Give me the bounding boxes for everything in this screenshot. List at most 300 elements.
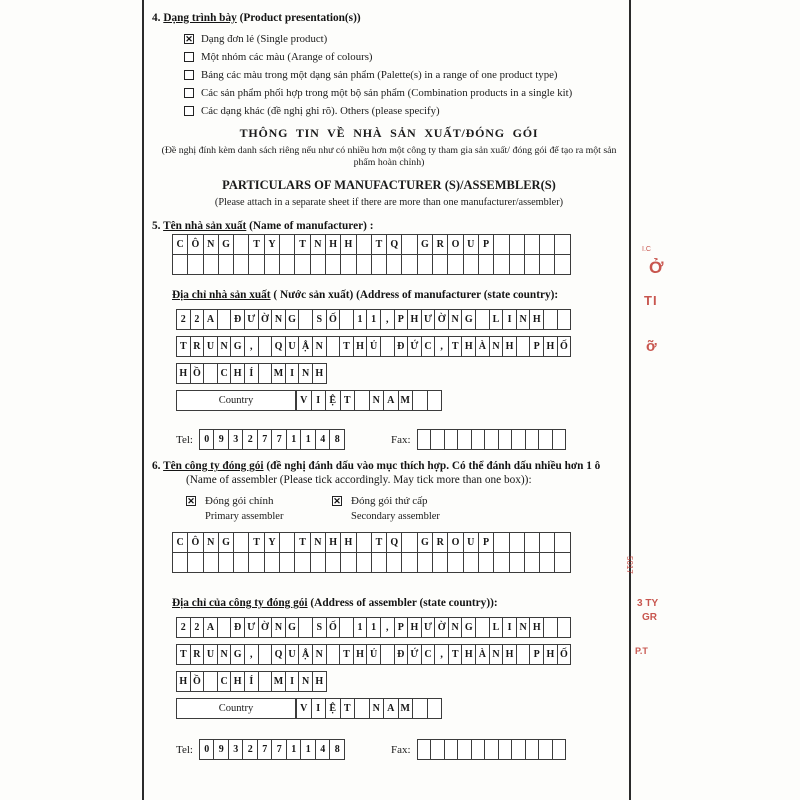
char-cell: G — [218, 532, 234, 553]
char-cell — [484, 429, 499, 450]
char-cell: G — [285, 309, 300, 330]
char-cell: N — [203, 532, 219, 553]
char-cell: I — [285, 363, 300, 384]
char-cell — [538, 429, 553, 450]
char-cell: P — [478, 532, 494, 553]
char-cell — [264, 552, 280, 573]
char-cell — [339, 617, 354, 638]
char-cell: A — [203, 617, 218, 638]
section6-note-en: (Name of assembler (Please tick accordingly. May tick more than one box)): — [186, 473, 532, 486]
char-cell — [447, 552, 463, 573]
char-cell: Ố — [557, 336, 572, 357]
char-cell: O — [447, 234, 463, 255]
section5-title: Tên nhà sản xuất — [163, 220, 247, 232]
char-cell — [478, 552, 494, 573]
char-cell: P — [394, 309, 409, 330]
manufacturer-country-row — [176, 390, 628, 411]
char-cell: I — [502, 617, 517, 638]
char-cell: Đ — [230, 309, 245, 330]
char-cell: H — [176, 671, 191, 692]
char-cell: H — [325, 234, 341, 255]
char-cell: G — [285, 617, 300, 638]
char-cell: 2 — [176, 617, 191, 638]
char-cell: 3 — [228, 739, 244, 760]
section5-number: 5. — [152, 220, 161, 232]
char-cell: H — [502, 644, 517, 665]
char-cell: N — [217, 336, 232, 357]
char-cell: H — [543, 644, 558, 665]
char-cell: H — [407, 309, 422, 330]
char-cell — [233, 254, 249, 275]
char-cell: P — [529, 336, 544, 357]
char-cell — [356, 552, 372, 573]
char-cell — [401, 532, 417, 553]
option-secondary-assembler[interactable] — [332, 495, 440, 522]
assembler-address-heading — [172, 597, 628, 609]
char-cell: G — [218, 234, 234, 255]
char-cell: L — [489, 309, 504, 330]
char-cell: 1 — [353, 617, 368, 638]
char-cell — [447, 254, 463, 275]
char-cell — [557, 617, 572, 638]
char-cell: T — [248, 532, 264, 553]
char-cell: T — [294, 532, 310, 553]
char-cell — [554, 552, 570, 573]
char-cell: U — [203, 336, 218, 357]
char-cell: Ứ — [407, 644, 422, 665]
char-cell: T — [371, 234, 387, 255]
char-cell: Ồ — [190, 671, 205, 692]
char-cell — [493, 552, 509, 573]
char-cell — [427, 390, 443, 411]
char-cell: , — [244, 336, 259, 357]
char-cell — [298, 617, 313, 638]
char-cell: 2 — [190, 309, 205, 330]
char-cell: N — [312, 336, 327, 357]
char-cell: Ờ — [434, 309, 449, 330]
char-cell: 0 — [199, 739, 215, 760]
char-cell: 1 — [286, 429, 302, 450]
char-cell: C — [172, 234, 188, 255]
char-cell: O — [447, 532, 463, 553]
char-cell: C — [217, 671, 232, 692]
assembler-name-grid[interactable] — [172, 532, 628, 573]
char-cell: H — [502, 336, 517, 357]
char-cell: A — [383, 390, 399, 411]
assembler-fax-grid[interactable] — [417, 739, 567, 760]
char-cell — [417, 739, 432, 760]
char-cell: I — [502, 309, 517, 330]
char-cell: Ờ — [434, 617, 449, 638]
char-cell: N — [369, 390, 385, 411]
char-cell — [310, 552, 326, 573]
option-combination-kit[interactable] — [184, 84, 628, 102]
char-cell: 2 — [176, 309, 191, 330]
char-cell: Ậ — [298, 644, 313, 665]
char-cell: N — [448, 617, 463, 638]
char-cell — [524, 552, 540, 573]
char-cell: T — [340, 698, 356, 719]
char-cell: Ố — [557, 644, 572, 665]
section6-number: 6. — [152, 460, 161, 472]
char-cell — [217, 309, 232, 330]
char-cell — [203, 671, 218, 692]
char-cell: H — [543, 336, 558, 357]
char-cell — [258, 336, 273, 357]
stamp-fragment: I.C — [642, 246, 651, 253]
char-cell — [218, 254, 234, 275]
char-cell — [478, 254, 494, 275]
manufacturer-fax-grid[interactable] — [417, 429, 567, 450]
option-range-of-colours[interactable] — [184, 48, 628, 66]
char-cell — [248, 254, 264, 275]
header-note-vi: (Đề nghị đính kèm danh sách riêng nếu như có nhiều hơn một công ty tham gia sản xuất/ đóng gói để tạo ra một sản phẩm hoàn chỉnh) — [161, 145, 617, 168]
char-cell: P — [478, 234, 494, 255]
char-cell: M — [271, 671, 286, 692]
char-cell — [380, 644, 395, 665]
char-cell: Ố — [326, 309, 341, 330]
char-cell — [554, 234, 570, 255]
char-cell: I — [311, 390, 327, 411]
char-cell — [326, 336, 341, 357]
char-cell: U — [463, 234, 479, 255]
char-cell — [264, 254, 280, 275]
char-cell — [258, 671, 273, 692]
char-cell: N — [312, 644, 327, 665]
char-cell — [203, 552, 219, 573]
char-cell — [217, 617, 232, 638]
char-cell: L — [489, 617, 504, 638]
manufacturer-country-grid[interactable] — [296, 390, 442, 411]
char-cell: Ồ — [190, 363, 205, 384]
char-cell — [218, 552, 234, 573]
char-cell — [371, 552, 387, 573]
char-cell — [525, 739, 540, 760]
char-cell — [187, 254, 203, 275]
char-cell — [248, 552, 264, 573]
char-cell — [401, 254, 417, 275]
char-cell: 1 — [366, 617, 381, 638]
checkbox-single-product[interactable] — [184, 34, 194, 44]
char-cell — [401, 234, 417, 255]
char-cell: C — [172, 532, 188, 553]
manufacturer-name-grid[interactable] — [172, 234, 628, 275]
char-cell — [475, 309, 490, 330]
char-cell: 7 — [271, 429, 287, 450]
char-cell: 1 — [300, 739, 316, 760]
section6-title: Tên công ty đóng gói — [163, 460, 264, 472]
char-cell — [258, 644, 273, 665]
char-cell: À — [475, 336, 490, 357]
char-cell — [516, 644, 531, 665]
option-label: Các sản phẩm phối hợp trong một bộ sản phẩm (Combination products in a single kit) — [201, 87, 573, 99]
char-cell: P — [529, 644, 544, 665]
assembler-tel-grid[interactable] — [199, 739, 345, 760]
char-cell: 8 — [329, 429, 345, 450]
char-cell — [509, 552, 525, 573]
char-cell: H — [461, 644, 476, 665]
char-cell: 4 — [315, 739, 331, 760]
option-label: Dạng đơn lẻ (Single product) — [201, 33, 328, 45]
char-cell: G — [461, 309, 476, 330]
char-cell: H — [176, 363, 191, 384]
page-left-border — [142, 0, 144, 800]
char-cell — [552, 739, 567, 760]
char-cell: Ủ — [366, 644, 381, 665]
char-cell: H — [340, 532, 356, 553]
char-cell: À — [475, 644, 490, 665]
tel-label: Tel: — [176, 743, 193, 756]
char-cell: R — [190, 336, 205, 357]
char-cell: Ô — [187, 532, 203, 553]
char-cell — [511, 429, 526, 450]
assembler-type-options — [186, 495, 628, 522]
char-cell: 9 — [213, 429, 229, 450]
char-cell: 1 — [366, 309, 381, 330]
option-others[interactable] — [184, 102, 628, 120]
address-heading-vi: Địa chỉ nhà sản xuất — [172, 289, 271, 301]
country-label: Country — [176, 390, 296, 411]
assembler-country-grid[interactable] — [296, 698, 442, 719]
section5-heading — [152, 220, 628, 232]
char-cell — [380, 336, 395, 357]
char-cell — [509, 532, 525, 553]
char-cell — [417, 254, 433, 275]
option-primary-assembler[interactable] — [186, 495, 332, 522]
char-cell: I — [285, 671, 300, 692]
char-cell — [325, 552, 341, 573]
section4-title: Dạng trình bày — [163, 12, 237, 24]
char-cell — [554, 254, 570, 275]
char-cell: Ư — [421, 309, 436, 330]
char-cell: Ư — [421, 617, 436, 638]
char-cell — [557, 309, 572, 330]
char-cell: H — [407, 617, 422, 638]
char-cell: 0 — [199, 429, 215, 450]
char-cell: G — [230, 644, 245, 665]
char-cell: R — [432, 532, 448, 553]
char-cell: A — [383, 698, 399, 719]
char-cell: H — [353, 336, 368, 357]
char-cell: N — [489, 336, 504, 357]
section4-heading — [152, 0, 628, 24]
stamp-fragment: GR — [642, 612, 657, 623]
char-cell: T — [448, 336, 463, 357]
char-cell — [172, 552, 188, 573]
char-cell: Ệ — [325, 698, 341, 719]
stamp-fragment: 5017 — [625, 556, 634, 574]
char-cell: H — [529, 617, 544, 638]
char-cell — [172, 254, 188, 275]
checkbox-others[interactable] — [184, 106, 194, 116]
char-cell — [509, 234, 525, 255]
section4-number: 4. — [152, 12, 161, 24]
char-cell: , — [380, 617, 395, 638]
checkbox-palette[interactable] — [184, 70, 194, 80]
char-cell — [340, 254, 356, 275]
char-cell — [493, 234, 509, 255]
char-cell: V — [296, 390, 312, 411]
char-cell: N — [298, 671, 313, 692]
char-cell: T — [340, 390, 356, 411]
primary-assembler-label-vi: Đóng gói chính — [205, 495, 274, 507]
char-cell: H — [353, 644, 368, 665]
char-cell — [493, 532, 509, 553]
stamp-fragment: P.T — [635, 646, 648, 656]
char-cell: Y — [264, 234, 280, 255]
secondary-assembler-label-vi: Đóng gói thứ cấp — [351, 495, 428, 507]
char-cell — [539, 532, 555, 553]
char-cell: T — [448, 644, 463, 665]
char-cell: Q — [271, 644, 286, 665]
char-cell: N — [516, 617, 531, 638]
section5-title-en: (Name of manufacturer) : — [246, 220, 374, 232]
char-cell: Q — [386, 234, 402, 255]
char-cell: T — [176, 644, 191, 665]
char-cell — [471, 739, 486, 760]
char-cell: H — [325, 532, 341, 553]
stamp-fragment: TI — [644, 293, 658, 308]
char-cell: Đ — [230, 617, 245, 638]
char-cell: R — [432, 234, 448, 255]
assembler-tel-fax-row — [176, 739, 628, 760]
char-cell: N — [369, 698, 385, 719]
char-cell — [294, 552, 310, 573]
address-heading-en: ( Nước sản xuất) (Address of manufacturer (state country): — [270, 289, 559, 301]
char-cell: R — [190, 644, 205, 665]
char-cell: H — [340, 234, 356, 255]
char-cell: C — [217, 363, 232, 384]
char-cell — [412, 698, 428, 719]
char-cell — [463, 552, 479, 573]
char-cell: Ờ — [258, 617, 273, 638]
char-cell — [340, 552, 356, 573]
char-cell: M — [271, 363, 286, 384]
manufacturer-tel-fax-row — [176, 429, 628, 450]
char-cell — [203, 363, 218, 384]
checkbox-range-of-colours[interactable] — [184, 52, 194, 62]
char-cell: , — [434, 336, 449, 357]
char-cell: H — [461, 336, 476, 357]
char-cell: N — [298, 363, 313, 384]
char-cell — [511, 739, 526, 760]
char-cell: Y — [264, 532, 280, 553]
country-label: Country — [176, 698, 296, 719]
char-cell: , — [380, 309, 395, 330]
char-cell: N — [271, 617, 286, 638]
char-cell: C — [421, 644, 436, 665]
char-cell — [258, 363, 273, 384]
char-cell: Ệ — [325, 390, 341, 411]
char-cell: G — [461, 617, 476, 638]
char-cell: Q — [271, 336, 286, 357]
char-cell — [471, 429, 486, 450]
checkbox-primary-assembler[interactable] — [186, 496, 196, 506]
char-cell — [310, 254, 326, 275]
char-cell — [444, 739, 459, 760]
address-heading-en: (Address of assembler (state country)): — [307, 597, 498, 609]
manufacturer-tel-grid[interactable] — [199, 429, 345, 450]
char-cell: T — [371, 532, 387, 553]
checkbox-secondary-assembler[interactable] — [332, 496, 342, 506]
char-cell — [498, 739, 513, 760]
char-cell — [279, 532, 295, 553]
char-cell: Ủ — [366, 336, 381, 357]
char-cell: N — [448, 309, 463, 330]
char-cell: H — [312, 363, 327, 384]
char-cell: , — [244, 644, 259, 665]
char-cell — [339, 309, 354, 330]
char-cell: U — [285, 644, 300, 665]
char-cell: Ư — [244, 617, 259, 638]
char-cell: 2 — [190, 617, 205, 638]
assembler-address-grid[interactable] — [176, 617, 628, 692]
checkbox-combination-kit[interactable] — [184, 88, 194, 98]
char-cell — [543, 617, 558, 638]
char-cell: V — [296, 698, 312, 719]
char-cell: Ứ — [407, 336, 422, 357]
fax-label: Fax: — [390, 743, 411, 756]
char-cell: G — [417, 532, 433, 553]
primary-assembler-label-en: Primary assembler — [205, 511, 284, 522]
form-content — [150, 0, 628, 760]
char-cell: Ậ — [298, 336, 313, 357]
char-cell: T — [294, 234, 310, 255]
header-note-en: (Please attach in a separate sheet if there are more than one manufacturer/assembler) — [214, 197, 564, 208]
manufacturer-address-grid[interactable] — [176, 309, 628, 384]
char-cell — [552, 429, 567, 450]
char-cell — [539, 552, 555, 573]
char-cell — [233, 532, 249, 553]
stamp-fragment: ỡ — [646, 338, 657, 355]
char-cell — [203, 254, 219, 275]
char-cell: T — [176, 336, 191, 357]
char-cell — [509, 254, 525, 275]
char-cell — [484, 739, 499, 760]
char-cell — [525, 429, 540, 450]
char-cell — [524, 254, 540, 275]
option-palette[interactable] — [184, 66, 628, 84]
char-cell: H — [230, 671, 245, 692]
char-cell: N — [310, 234, 326, 255]
char-cell: 2 — [242, 429, 258, 450]
char-cell — [354, 698, 370, 719]
char-cell — [516, 336, 531, 357]
char-cell — [475, 617, 490, 638]
char-cell — [539, 254, 555, 275]
char-cell — [524, 234, 540, 255]
char-cell — [279, 234, 295, 255]
char-cell: N — [217, 644, 232, 665]
char-cell — [412, 390, 428, 411]
char-cell: C — [421, 336, 436, 357]
char-cell: 8 — [329, 739, 345, 760]
char-cell — [279, 552, 295, 573]
option-single-product[interactable] — [184, 30, 628, 48]
section6-heading — [152, 460, 628, 487]
char-cell: Đ — [394, 644, 409, 665]
page-right-border — [629, 0, 631, 800]
char-cell — [298, 309, 313, 330]
char-cell — [294, 254, 310, 275]
char-cell — [463, 254, 479, 275]
char-cell: P — [394, 617, 409, 638]
char-cell: Đ — [394, 336, 409, 357]
char-cell — [432, 254, 448, 275]
char-cell — [493, 254, 509, 275]
char-cell — [524, 532, 540, 553]
char-cell: T — [339, 644, 354, 665]
